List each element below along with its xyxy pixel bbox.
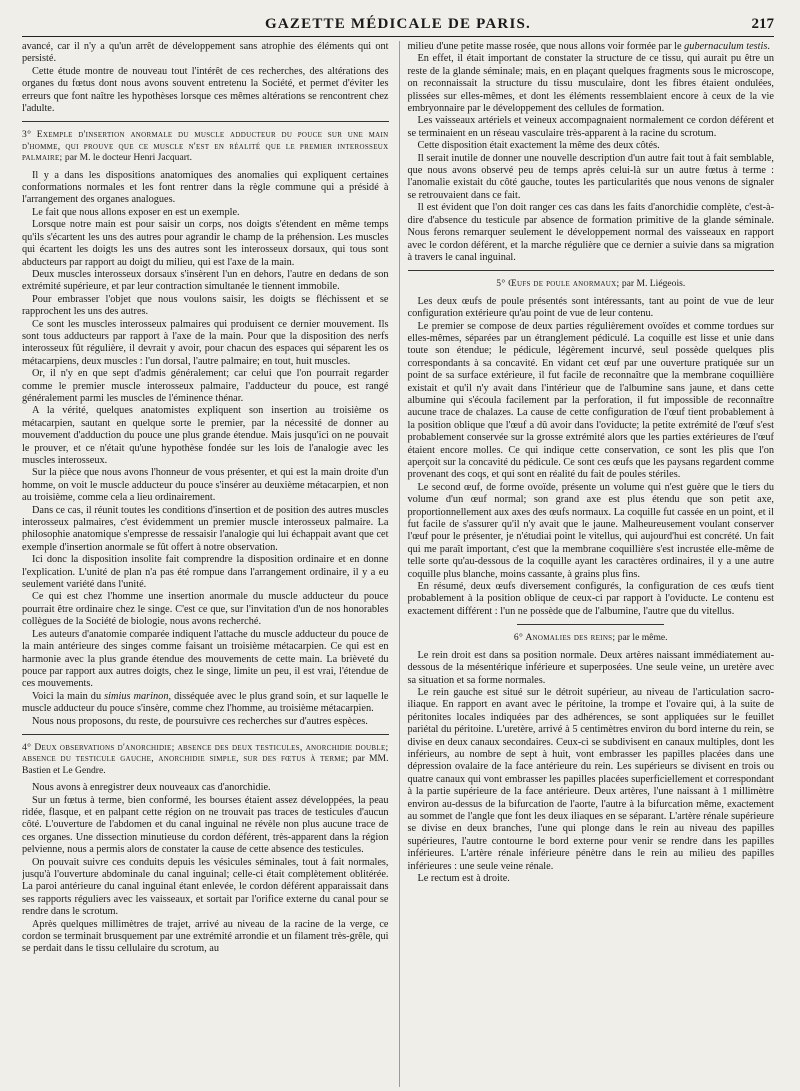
paragraph: Les auteurs d'anatomie comparée indiquent l'attache du muscle adducteur du pouce de la main antérieure des singes comme faisant un troisième métacarpien. Ce qui est en harmonie avec la plus grande étendue des mouvements de cette main. La brièveté du pouce par rapport aux autres doigts, chez le singe, limite un peu, il est vrai, l'étendue de ces mouvements. [22,628,389,690]
text-columns [22,41,774,1087]
section-heading-3 [22,129,389,163]
paragraph: En effet, il était important de constater la structure de ce tissu, qui aurait pu être un reste de la glande séminale; mais, en en plaçant quelques fragments sous le microscope, on reconnaissait la structure du tissu musculaire, dont les fibres étaient ondulées, plissées sur elles-mêmes, et dont les éléments ressemblaient encore à ceux de la vie embryonnaire par le développement des cellules de formation. [407,53,774,115]
paragraph: Les deux œufs de poule présentés sont intéressants, tant au point de vue de leur configuration extérieure qu'au point de vue de leur contenu. [407,295,774,320]
paragraph [22,691,389,716]
paragraph: Le rein gauche est situé sur le détroit supérieur, au niveau de l'articulation sacro-iliaque. En rapport en avant avec le péritoine, la trompe et l'ovaire qui, à la suite de péritonites locales indiquées par des adhérences, se sont appliquées sur le feuillet pariétal du péritoine. L'uretère, arrivé à 5 centimètres environ du bord interne du rein, se divise en deux canaux secondaires. Ceux-ci se subdivisent en canaux multiples, dont les inférieurs, au nombre de sept à huit, vont embrasser les papilles placées dans une dépression ovalaire de la face antérieure du rein. Les supérieurs se divisent en trois ou quatre canaux qui vont embrasser les papilles placées superficiellement et correspondant à la partie supérieure de la face antérieure. Deux artères, l'une naissant à 1 millimètre environ au-dessus de la bifurcation de l'aorte, l'autre à la bifurcation même, exactement au sommet de l'angle que font les deux iliaques en se séparant. L'artère rénale supérieure se divise en deux branches, l'une qui plonge dans le rein au niveau des papilles supérieures, l'autre contourne le bord externe pour venir se rendre dans les papilles inférieures. L'artère rénale inférieure pénètre dans le rein au milieu des papilles inférieures : une seule veine rénale. [407,686,774,872]
paragraph [408,41,775,53]
paragraph: Il est évident que l'on doit ranger ces cas dans les faits d'anorchidie complète, c'est-à-dire d'absence du testicule par absence de formation primitive de la glande séminale. Nous ferons remarquer seulement le développement normal des vaisseaux en rapport avec le cordon déférent, et la marche régulière que ce dernier a suivie dans sa migration à travers le canal inguinal. [407,202,774,263]
paragraph: Cette disposition était exactement la même des deux côtés. [417,140,660,152]
text-run: milieu d'une petite masse rosée, que nous allons voir formée par le [407,41,685,52]
paragraph: Le rein droit est dans sa position normale. Deux artères naissant immédiatement au-dessous de la mésentérique inférieure et superposées. Une seule veine, un uretère avec sa situation et sa forme normales. [407,649,774,686]
paragraph: avancé, car il n'y a qu'un arrêt de développement sans atrophie des éléments qui ont persisté. [22,41,389,65]
paragraph: Sur un fœtus à terme, bien conformé, les bourses étaient assez développées, la peau ridée, flasque, et en palpant cette région on ne trouvait pas traces de testicules d'aucun côté. L'ouverture de l'abdomen et du canal inguinal ne révèle non plus aucune trace de ces organes. Une dissection minutieuse du cordon déférent, très-apparent dans la région pelvienne, nous a permis alors de constater la cause de cette absence des testicules. [22,794,389,856]
section-author: par le même. [617,632,668,644]
paragraph: Le fait que nous allons exposer en est un exemple. [32,206,240,218]
paragraph: Ici donc la disposition insolite fait comprendre la disposition ordinaire et en donne l'explication. L'unité de plan n'a pas été rompue dans l'arrangement ordinaire, il y a eu seulement variété dans l'unité. [22,554,389,591]
paragraph: Or, il n'y en que sept d'admis généralement; car celui que l'on pourrait regarder comme le premier muscle interosseux palmaire, l'adducteur du pouce, est rangé généralement parmi les muscles de l'éminence thénar. [22,368,389,404]
paragraph: A la vérité, quelques anatomistes expliquent son insertion au troisième os métacarpien, sautant en quelque sorte le premier, par la nécessité de donner au mouvement d'adduction du pouce une plus grande étendue. Mais jusqu'ici on ne pouvait le prouver, et ce n'était qu'une hypothèse fondée sur les lois de l'analogie avec les muscles interosseux. [22,405,389,466]
paragraph: Lorsque notre main est pour saisir un corps, nos doigts s'étendent en même temps qu'ils s'écartent les uns des autres pour agrandir le champ de la préhension. Les muscles qui écartent les doigts les uns des autres sont les interosseux dorsaux, qui tous sont abducteurs par rapport au doigt du milieu, qui est l'axe de la main. [22,219,389,268]
text-run: . [767,41,770,52]
paragraph: Le premier se compose de deux parties régulièrement ovoïdes et comme tordues sur elles-mêmes, séparées par un étranglement pédiculé. La coquille est lisse et unie dans toute son étendue; le pédicule, légèrement incurvé, seul possède quelques plis correspondants à sa concavité. En vidant cet œuf par une ouverture pratiquée sur un point de sa surface extérieure, il fut facile de reconnaître que la membrane coquillière existait et qu'il n'y avait dans l'intérieur que de l'albumine sans jaune, et dans cette albumine qui s'écoula facilement par la perforation, il fut impossible de reconnaître aucune trace de chalazes. La cause de cette configuration de l'œuf tient probablement à la position oblique que l'œuf a dû avoir dans l'oviducte; la petite extrémité de l'œuf s'est probablement conservée sur la grosse extrémité alors que les parties extérieures de l'œuf étaient encore molles. Ce qui indique cette conservation, ce sont les plis que l'on aperçoit sur la concavité du pédicule. Ce sont ces œufs que les paysans regardent comme provenant des coqs, et qui sont en réalité du fait de poules stériles. [407,320,774,481]
section-title: 3° Exemple d'insertion anormale du muscle adducteur du pouce sur une main d'homme, qui prouve que ce muscle n'est en réalité que le premier interosseux palmaire; [22,129,389,164]
section-heading-6 [408,632,775,643]
text-run: , disséquée avec le plus grand soin, et sur laquelle le muscle adducteur du pouce s'insère, comme chez l'homme, au troisième métacarpien. [22,690,389,715]
paragraph: En résumé, deux œufs diversement configurés, la configuration de ces œufs tient probablement à la position oblique de ceux-ci par rapport à l'oviducte. Le contenu est exactement différent : l'un ne possède que de l'albumine, l'autre que du vitellus. [407,581,774,617]
paragraph: Les vaisseaux artériels et veineux accompagnaient normalement ce cordon déférent et se terminaient en un réseau vasculaire très-apparent à la racine du scrotum. [407,115,774,139]
paragraph: Ce sont les muscles interosseux palmaires qui produisent ce dernier mouvement. Ils sont tous adducteurs par rapport à l'axe de la main. Pour que la disposition des nerfs interosseux fût régulière, il devrait y avoir, pour chacun des espaces qui séparent les os métacarpiens, deux muscles : l'un dorsal, l'autre palmaire; en tout, huit muscles. [22,318,389,367]
page-number: 217 [751,16,774,32]
left-column [22,41,389,1087]
text-run: Voici la main du [32,690,105,702]
journal-title: GAZETTE MÉDICALE DE PARIS. [265,16,531,32]
section-heading-5 [408,278,775,289]
paragraph: Nous nous proposons, du reste, de poursuivre ces recherches sur d'autres espèces. [32,715,368,727]
paragraph: Il y a dans les dispositions anatomiques des anomalies qui expliquent certaines conformations normales et les font rentrer dans la règle commune qui a présidé à l'arrangement des organes analogues. [22,169,389,206]
paragraph: Deux muscles interosseux dorsaux s'insèrent l'un en dehors, l'autre en dedans de son extrémité supérieure, et par leur contraction simultanée le tiennent immobile. [22,268,389,293]
paragraph: Pour embrasser l'objet que nous voulons saisir, les doigts se fléchissent et se rapprochent les uns des autres. [22,293,389,318]
section-heading-4 [22,742,389,776]
paragraph: Ce qui est chez l'homme une insertion anormale du muscle adducteur du pouce pourrait être ordinaire chez le singe. C'est ce que, sur l'invitation d'un de nos honorables collègues de la Société de biologie, nous avons recherché. [22,591,389,628]
section-divider [408,270,775,271]
section-divider [22,734,389,735]
section-author: par MM. Bastien et Le Gendre. [22,753,389,776]
paragraph: Sur la pièce que nous avons l'honneur de vous présenter, et qui est la main droite d'un homme, on voit le muscle adducteur du pouce s'insérer au deuxième métacarpien, et non au troisième, comme cela a lieu ordinairement. [22,467,389,504]
species-name: simius marinon [104,690,169,702]
section-author: par M. le docteur Henri Jacquart. [64,152,192,164]
paragraph: Nous avons à enregistrer deux nouveaux cas d'anorchidie. [32,782,271,794]
paragraph: Il serait inutile de donner une nouvelle description d'un autre fait tout à fait semblable, que nous avons observé peu de temps après celui-là sur un autre fœtus à terme : l'anomalie existait du côté gauche, toutes les particularités que nous venons de signaler se retrouvaient dans ce fait. [407,152,774,201]
right-column [399,41,775,1087]
section-divider [22,121,389,122]
section-author: par M. Liégeois. [621,278,686,290]
latin-term: gubernaculum testis [684,41,768,52]
paragraph: Après quelques millimètres de trajet, arrivé au niveau de la racine de la verge, ce cordon se terminait brusquement par une extrémité arrondie et un filament très-grêle, qui se perdait dans le tissu cellulaire du scrotum, au [22,918,389,955]
section-divider [517,624,664,625]
page-header [22,14,774,37]
paragraph: Cette étude montre de nouveau tout l'intérêt de ces recherches, des altérations des organes du fœtus dont nous avons souvent entretenu la Société, et permet d'éviter les erreurs que font naître les hypothèses lorsque ces mêmes altérations se rencontrent chez l'adulte. [22,65,389,115]
section-title: 5° Œufs de poule anormaux; [496,278,620,290]
section-title: 6° Anomalies des reins; [513,632,616,644]
paragraph: Dans ce cas, il réunit toutes les conditions d'insertion et de position des autres muscles interosseux palmaires, c'est évidemment un premier muscle interosseux palmaire. La philosophie anatomique s'empresse de ressaisir l'analogie qui lui échappait avant que cet exemple d'insertion anormale se fût offert à notre observation. [22,504,389,553]
section-title: 4° Deux observations d'anorchidie; absence des deux testicules, anorchidie double; absence du testicule gauche, anorchidie simple, sur des fœtus à terme; [22,741,389,765]
paragraph: Le rectum est à droite. [417,873,510,884]
paragraph: Le second œuf, de forme ovoïde, présente un volume qui n'est guère que le tiers du volume d'un œuf normal; son grand axe est plus étendu que son petit axe, proportionnellement aux axes des œufs normaux. La coquille fut cassée en un point, et il fut facile de s'assurer qu'il n'y avait que le jaune. Malheureusement voulant conserver l'œuf pour le présenter, je n'étudiai point le vitellus, qui aujourd'hui est concrété. Un fait qui me paraît important, c'est que la membrane coquillière s'est incrustée elle-même de telle sorte qu'au-dessous de la coquille ayant les caractères ordinaires, il y a une autre coquille plus blanche, moins cassante, à grains plus fins. [407,481,774,580]
paragraph: On pouvait suivre ces conduits depuis les vésicules séminales, tout à fait normales, jusqu'à l'ouverture abdominale du canal inguinal; celle-ci était complètement oblitérée. La paroi antérieure du canal inguinal étant enlevée, le cordon déférent apparaissait dans ses rapports réguliers avec les vaisseaux, et sortait par l'orifice externe du canal pour se rendre dans le scrotum. [22,856,389,918]
